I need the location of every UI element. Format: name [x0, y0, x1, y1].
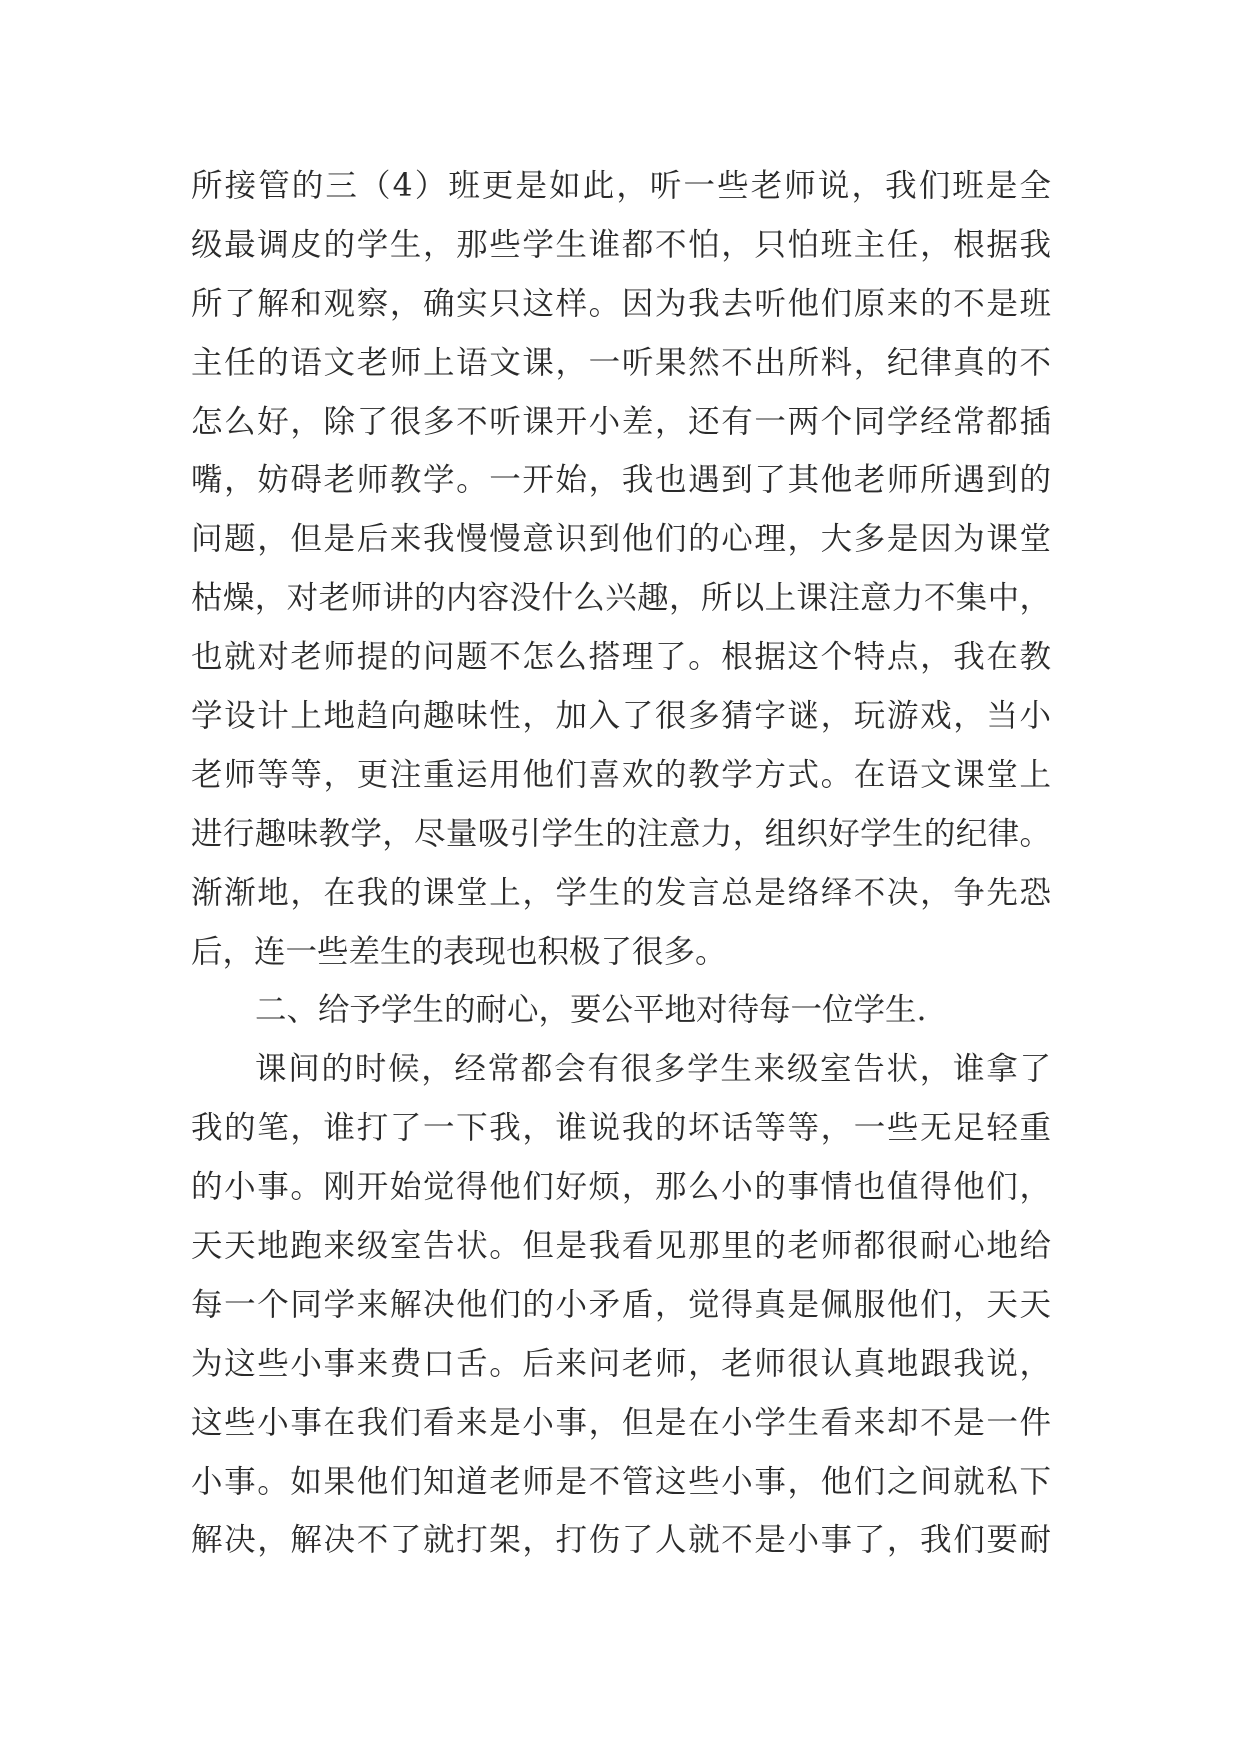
text-line: 课间的时候，经常都会有很多学生来级室告状，谁拿了 [255, 1051, 1051, 1088]
body-text [191, 157, 1051, 1570]
text-line: 解决，解决不了就打架，打伤了人就不是小事了，我们要耐 [191, 1522, 1051, 1559]
text-line: 二、给予学生的耐心，要公平地对待每一位学生. [255, 992, 927, 1029]
text-line: 也就对老师提的问题不怎么搭理了。根据这个特点，我在教 [191, 639, 1051, 676]
text-line: 级最调皮的学生，那些学生谁都不怕，只怕班主任，根据我 [191, 226, 1051, 263]
text-line: 枯燥，对老师讲的内容没什么兴趣，所以上课注意力不集中， [191, 580, 1051, 617]
text-line: 问题，但是后来我慢慢意识到他们的心理，大多是因为课堂 [191, 521, 1051, 558]
text-line: 进行趣味教学，尽量吸引学生的注意力，组织好学生的纪律。 [191, 815, 1051, 852]
text-line: 所了解和观察，确实只这样。因为我去听他们原来的不是班 [191, 285, 1051, 322]
text-line: 主任的语文老师上语文课，一听果然不出所料，纪律真的不 [191, 344, 1051, 381]
text-line: 嘴，妨碍老师教学。一开始，我也遇到了其他老师所遇到的 [191, 462, 1051, 499]
text-line: 后，连一些差生的表现也积极了很多。 [191, 933, 727, 970]
text-line: 所接管的三（4）班更是如此，听一些老师说，我们班是全 [191, 168, 1051, 204]
text-line: 渐渐地，在我的课堂上，学生的发言总是络绎不决，争先恐 [191, 874, 1051, 911]
text-line: 的小事。刚开始觉得他们好烦，那么小的事情也值得他们， [191, 1169, 1051, 1206]
text-line: 天天地跑来级室告状。但是我看见那里的老师都很耐心地给 [191, 1228, 1051, 1265]
text-line: 为这些小事来费口舌。后来问老师，老师很认真地跟我说， [191, 1345, 1051, 1382]
text-line: 我的笔，谁打了一下我，谁说我的坏话等等，一些无足轻重 [191, 1110, 1051, 1147]
text-line: 老师等等，更注重运用他们喜欢的教学方式。在语文课堂上 [191, 756, 1051, 793]
text-line: 学设计上地趋向趣味性，加入了很多猜字谜，玩游戏，当小 [191, 698, 1051, 735]
text-line: 小事。如果他们知道老师是不管这些小事，他们之间就私下 [191, 1463, 1051, 1500]
text-line: 这些小事在我们看来是小事，但是在小学生看来却不是一件 [191, 1404, 1051, 1441]
text-line: 怎么好，除了很多不听课开小差，还有一两个同学经常都插 [191, 403, 1051, 440]
text-line: 每一个同学来解决他们的小矛盾，觉得真是佩服他们，天天 [191, 1286, 1051, 1323]
